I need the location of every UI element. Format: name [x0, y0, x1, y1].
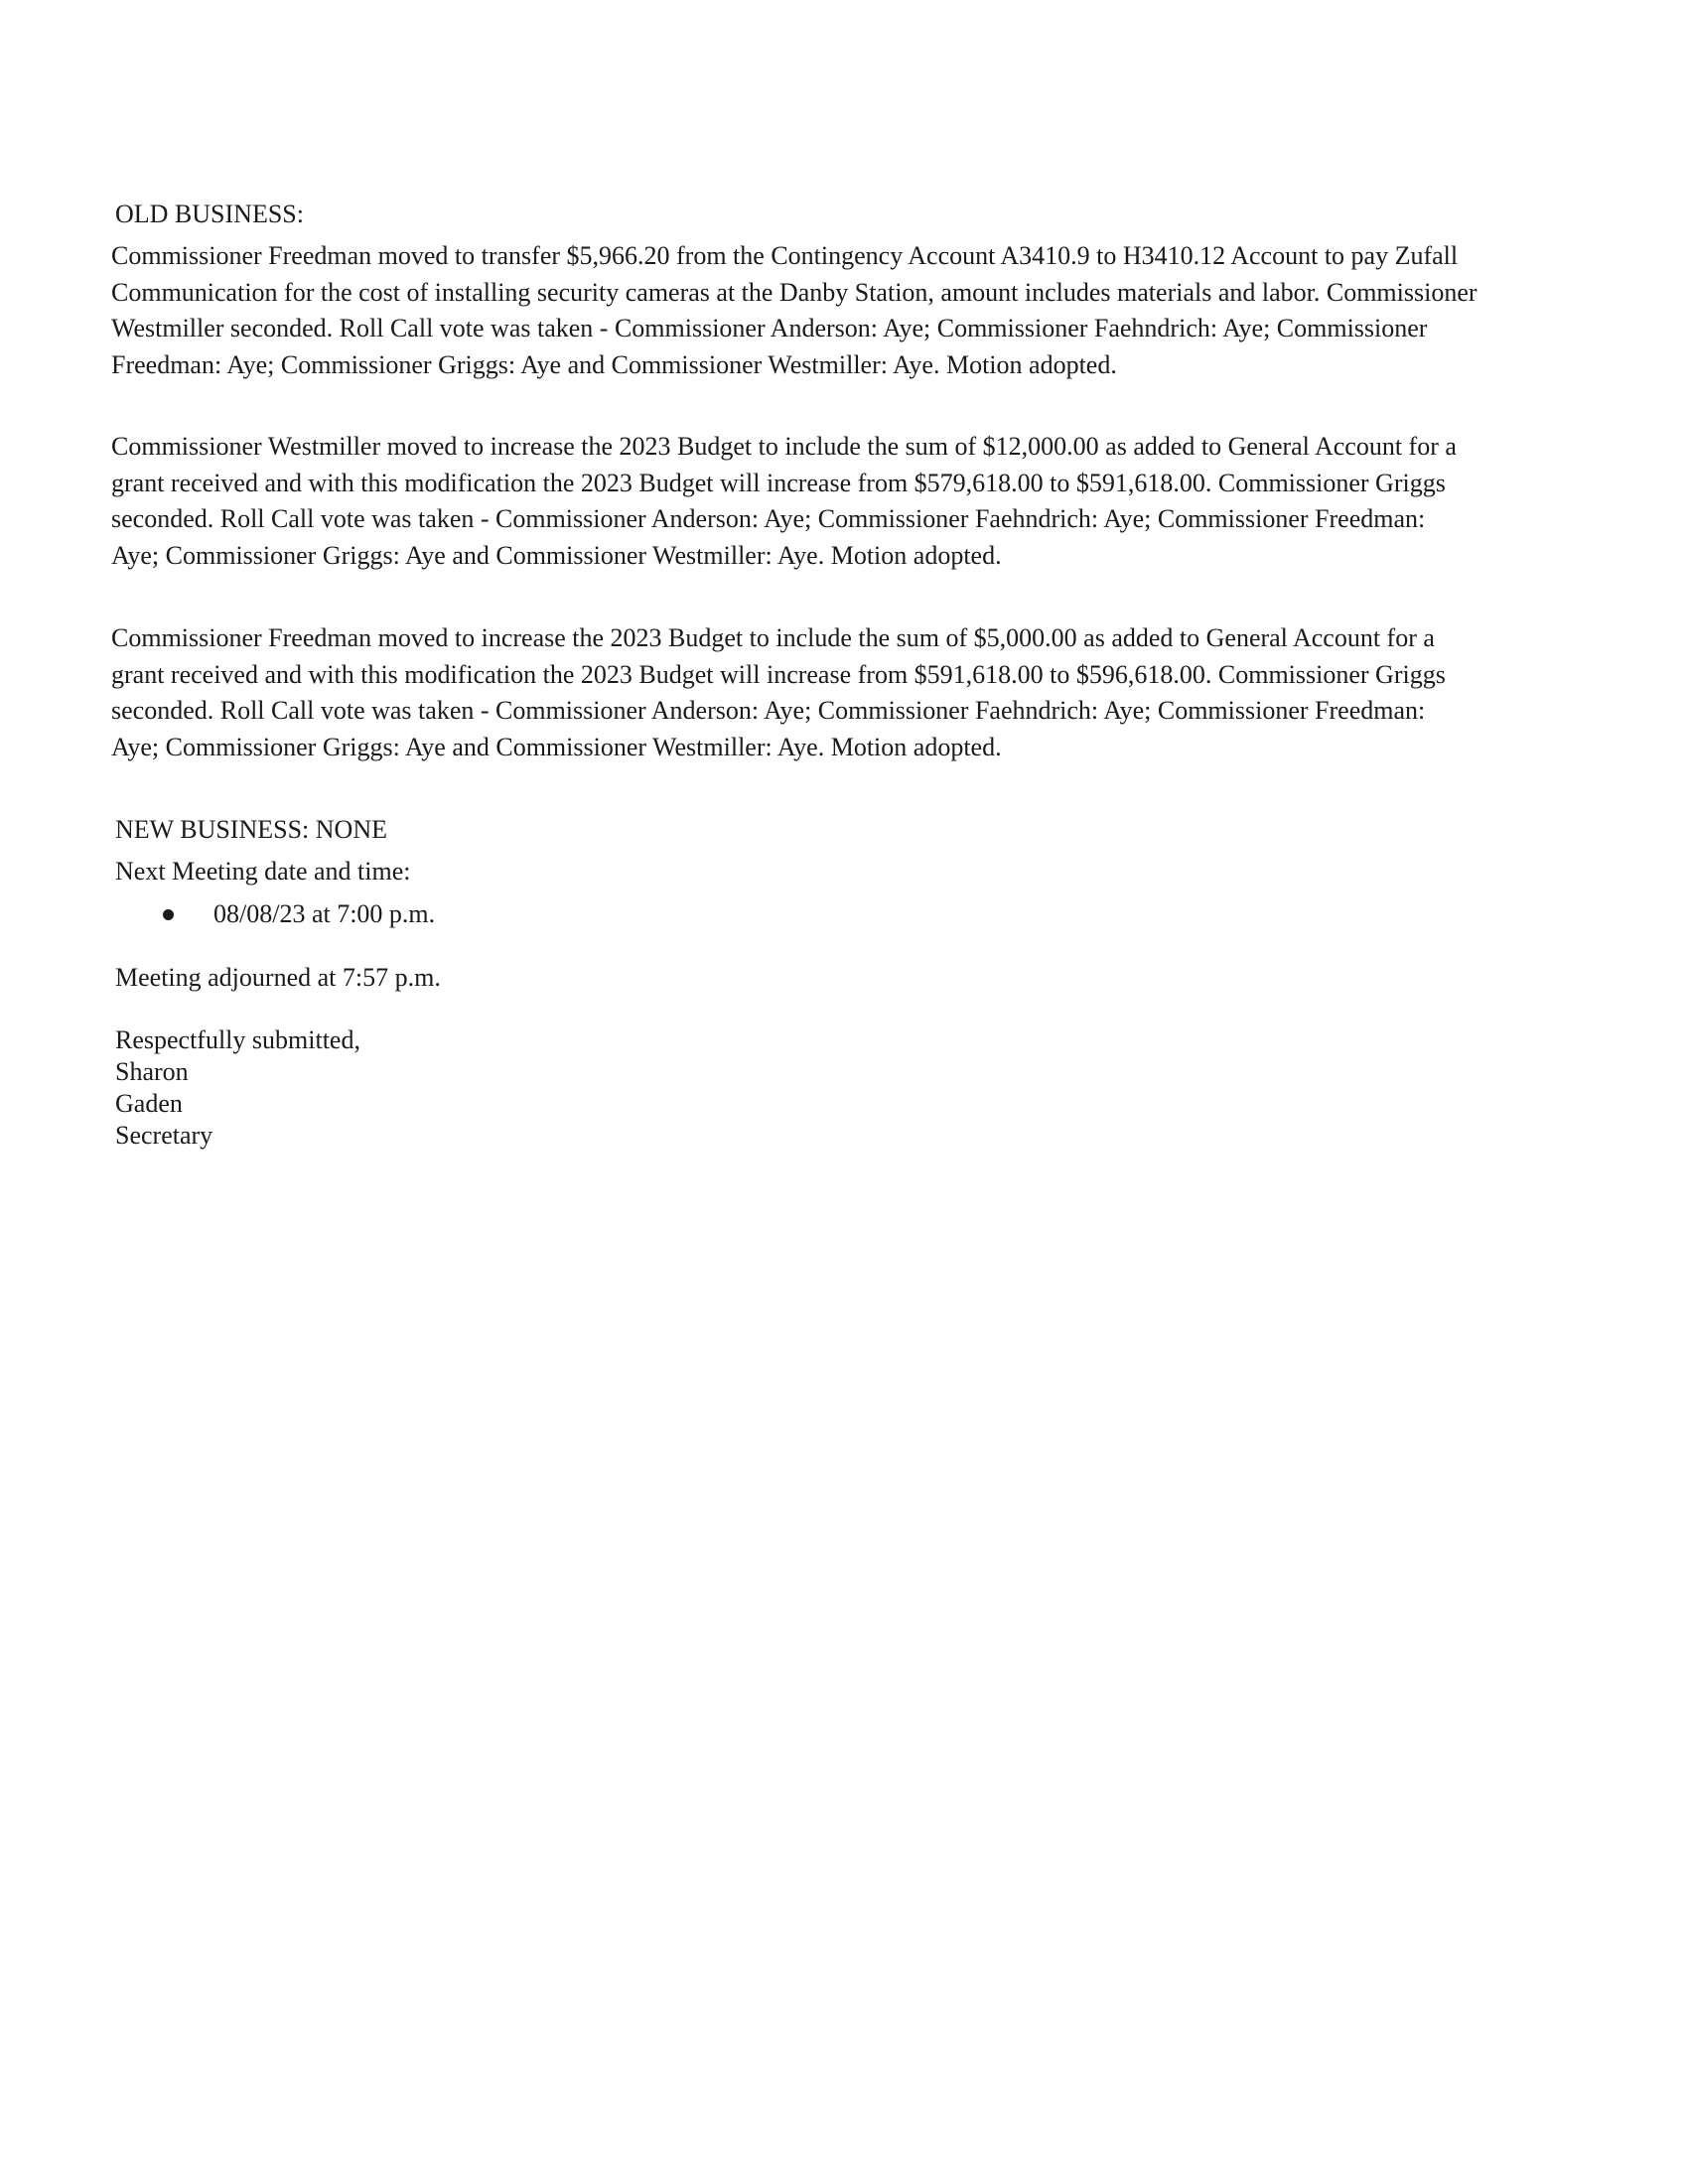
- signature-closing: Respectfully submitted,: [115, 1025, 360, 1054]
- new-business-heading: NEW BUSINESS: NONE: [115, 815, 387, 844]
- motion-line: Westmiller seconded. Roll Call vote was taken - Commissioner Anderson: Aye; Commissioner Faehndrich: Aye; Commissioner: [111, 314, 1428, 342]
- motion-line: Aye; Commissioner Griggs: Aye and Commissioner Westmiller: Aye. Motion adopted.: [111, 732, 1002, 761]
- motion-line: Commissioner Freedman moved to transfer $5,966.20 from the Contingency Account A3410.9 to H3410.12 Account to pay Zufall: [111, 241, 1459, 270]
- motion-paragraph: [111, 238, 1581, 383]
- next-meeting-datetime: 08/08/23 at 7:00 p.m.: [213, 899, 436, 928]
- motion-line: grant received and with this modification the 2023 Budget will increase from $579,618.00 to $591,618.00. Commissioner Griggs: [111, 468, 1446, 497]
- bullet-icon: [163, 909, 174, 920]
- motion-line: Commissioner Freedman moved to increase the 2023 Budget to include the sum of $5,000.00 as added to General Account for a: [111, 623, 1435, 652]
- signature-last-name: Gaden: [115, 1089, 183, 1118]
- adjournment-text: Meeting adjourned at 7:57 p.m.: [115, 963, 441, 992]
- next-meeting-item: [163, 898, 435, 930]
- signature-first-name: Sharon: [115, 1057, 189, 1086]
- motion-line: Communication for the cost of installing security cameras at the Danby Station, amount includes materials and labor. Commissioner: [111, 277, 1477, 307]
- signature-title: Secretary: [115, 1121, 213, 1150]
- motion-line: seconded. Roll Call vote was taken - Commissioner Anderson: Aye; Commissioner Faehndrich: Aye; Commissioner Freedman:: [111, 504, 1426, 533]
- old-business-heading: OLD BUSINESS:: [115, 200, 304, 228]
- motion-line: Commissioner Westmiller moved to increase the 2023 Budget to include the sum of $12,000.00 as added to General Account for a: [111, 432, 1457, 461]
- motion-line: seconded. Roll Call vote was taken - Commissioner Anderson: Aye; Commissioner Faehndrich: Aye; Commissioner Freedman:: [111, 696, 1426, 725]
- motion-paragraph: [111, 429, 1581, 574]
- motion-paragraph: [111, 620, 1581, 765]
- next-meeting-label: Next Meeting date and time:: [115, 857, 411, 886]
- motion-line: Freedman: Aye; Commissioner Griggs: Aye and Commissioner Westmiller: Aye. Motion adopted.: [111, 349, 1117, 379]
- motion-line: grant received and with this modification the 2023 Budget will increase from $591,618.00 to $596,618.00. Commissioner Griggs: [111, 659, 1446, 689]
- motion-line: Aye; Commissioner Griggs: Aye and Commissioner Westmiller: Aye. Motion adopted.: [111, 540, 1002, 570]
